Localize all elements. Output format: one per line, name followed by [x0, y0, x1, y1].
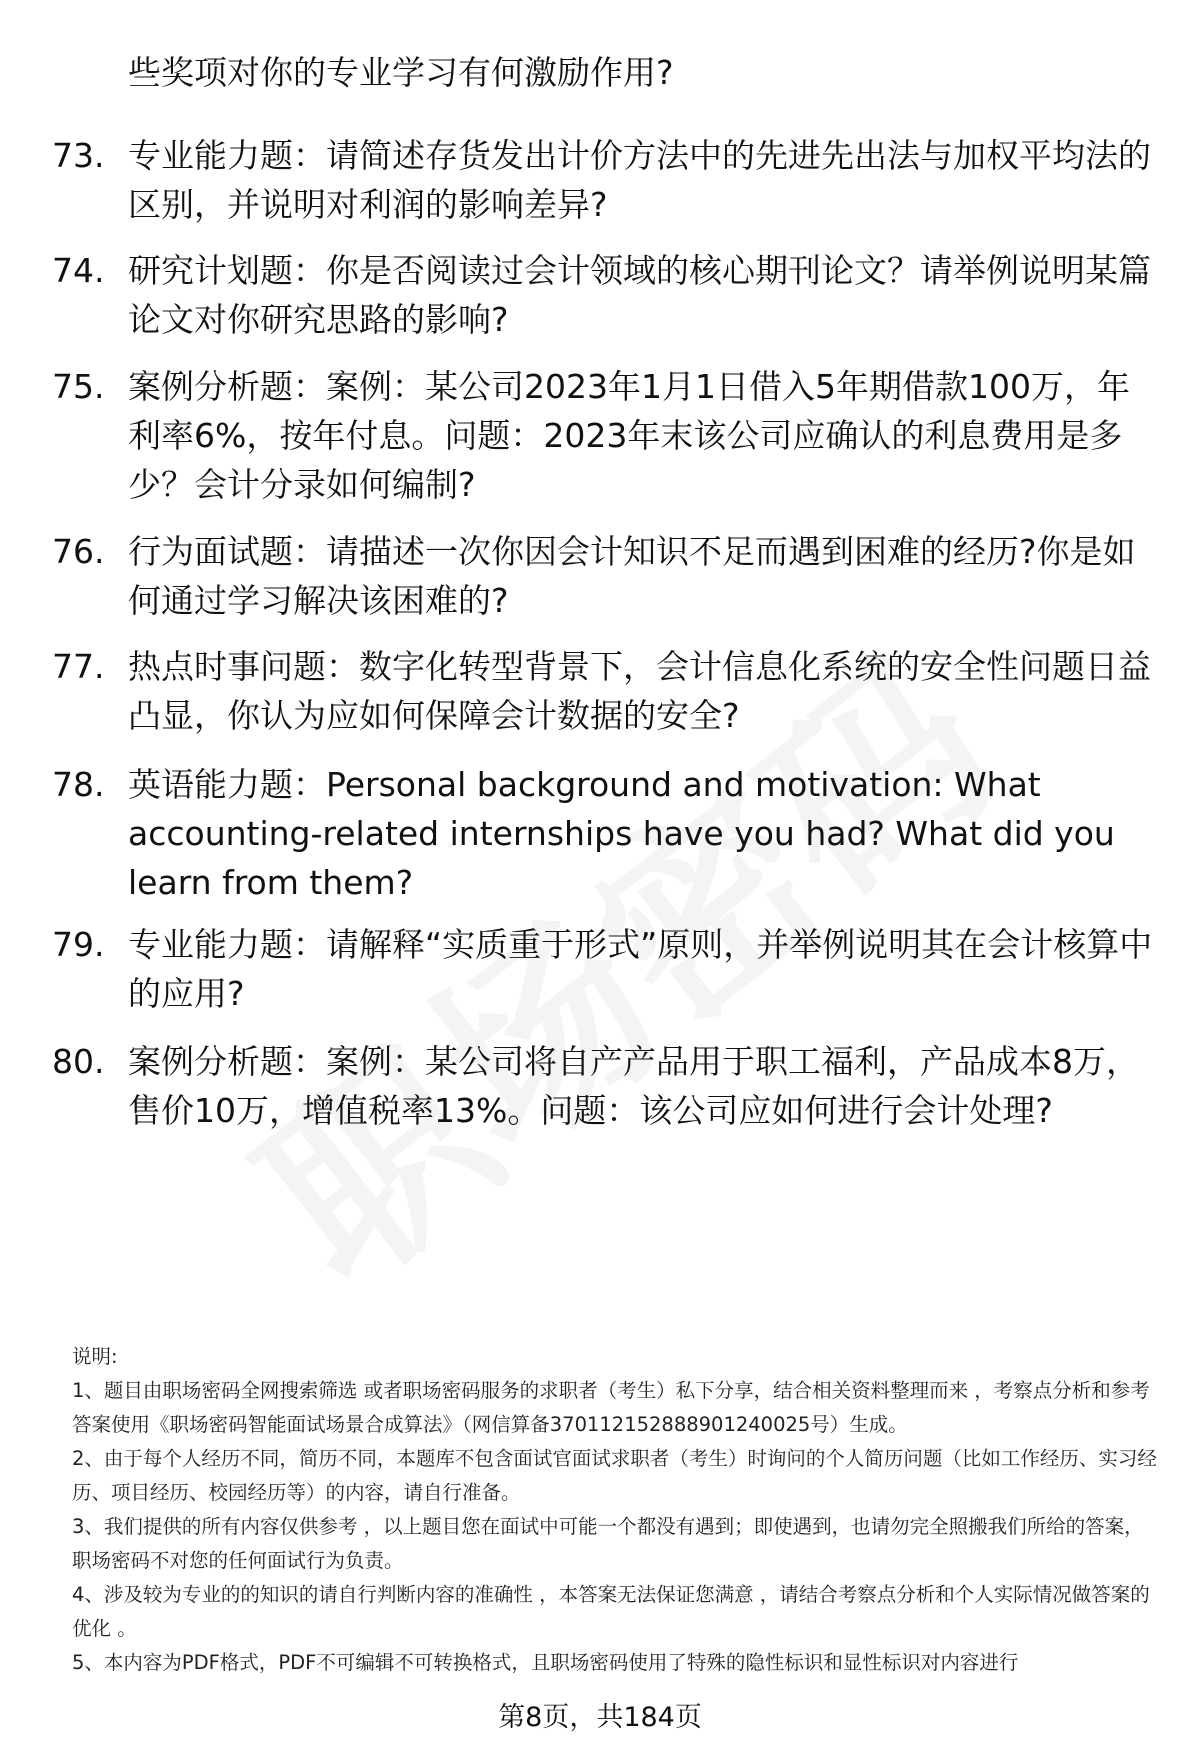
note-item: 4、涉及较为专业的的知识的请自行判断内容的准确性 ，本答案无法保证您满意 ，请结合考察点分析和个人实际情况做答案的优化 。: [72, 1583, 1150, 1640]
question-75: [52, 362, 1162, 509]
question-number: 76.: [52, 532, 105, 571]
question-78: [52, 760, 1162, 907]
question-text: 案例分析题：案例：某公司2023年1月1日借入5年期借款100万，年利率6%，按年付息。问题：2023年末该公司应确认的利息费用是多少？会计分录如何编制?: [128, 367, 1130, 504]
notes-heading: 说明:: [72, 1345, 118, 1368]
notes-section: [72, 1340, 1157, 1680]
question-text: 行为面试题：请描述一次你因会计知识不足而遇到困难的经历?你是如何通过学习解决该困难的?: [128, 532, 1136, 620]
note-item: 3、我们提供的所有内容仅供参考 ，以上题目您在面试中可能一个都没有遇到；即使遇到，也请勿完全照搬我们所给的答案，职场密码不对您的任何面试行为负责。: [72, 1515, 1144, 1572]
question-73: [52, 131, 1162, 229]
question-80: [52, 1037, 1162, 1135]
question-number: 77.: [52, 647, 105, 686]
question-number: 75.: [52, 367, 105, 406]
question-text: 热点时事问题：数字化转型背景下，会计信息化系统的安全性问题日益凸显，你认为应如何保障会计数据的安全?: [128, 647, 1151, 735]
question-text: 专业能力题：请简述存货发出计价方法中的先进先出法与加权平均法的区别，并说明对利润的影响差异?: [128, 136, 1151, 224]
question-number: 78.: [52, 765, 105, 804]
question-number: 74.: [52, 251, 105, 290]
question-77: [52, 642, 1162, 740]
page-number: 第8页，共184页: [498, 1702, 702, 1733]
question-text: 专业能力题：请解释“实质重于形式”原则，并举例说明其在会计核算中的应用?: [128, 925, 1153, 1013]
note-item: 2、由于每个人经历不同，简历不同，本题库不包含面试官面试求职者（考生）时询问的个人简历问题（比如工作经历、实习经历、项目经历、校园经历等）的内容，请自行准备。: [72, 1447, 1157, 1504]
question-text: 英语能力题：Personal background and motivation: What accounting-related internships have you had? What did you learn from them?: [128, 765, 1115, 902]
question-number: 79.: [52, 925, 105, 964]
question-76: [52, 527, 1162, 625]
question-74: [52, 246, 1162, 344]
question-text: 研究计划题：你是否阅读过会计领域的核心期刊论文？请举例说明某篇论文对你研究思路的影响?: [128, 251, 1151, 339]
continued-question-text: 些奖项对你的专业学习有何激励作用?: [128, 53, 674, 92]
question-text: 案例分析题：案例：某公司将自产产品用于职工福利，产品成本8万，售价10万，增值税率13%。问题：该公司应如何进行会计处理?: [128, 1042, 1139, 1130]
question-number: 73.: [52, 136, 105, 175]
note-item: 1、题目由职场密码全网搜索筛选 或者职场密码服务的求职者（考生）私下分享，结合相关资料整理而来 ，考察点分析和参考答案使用《职场密码智能面试场景合成算法》（网信算备370112152888901240025号）生成。: [72, 1379, 1150, 1436]
question-79: [52, 920, 1162, 1018]
question-number: 80.: [52, 1042, 105, 1081]
note-item: 5、本内容为PDF格式，PDF不可编辑不可转换格式，且职场密码使用了特殊的隐性标识和显性标识对内容进行: [72, 1651, 1019, 1674]
